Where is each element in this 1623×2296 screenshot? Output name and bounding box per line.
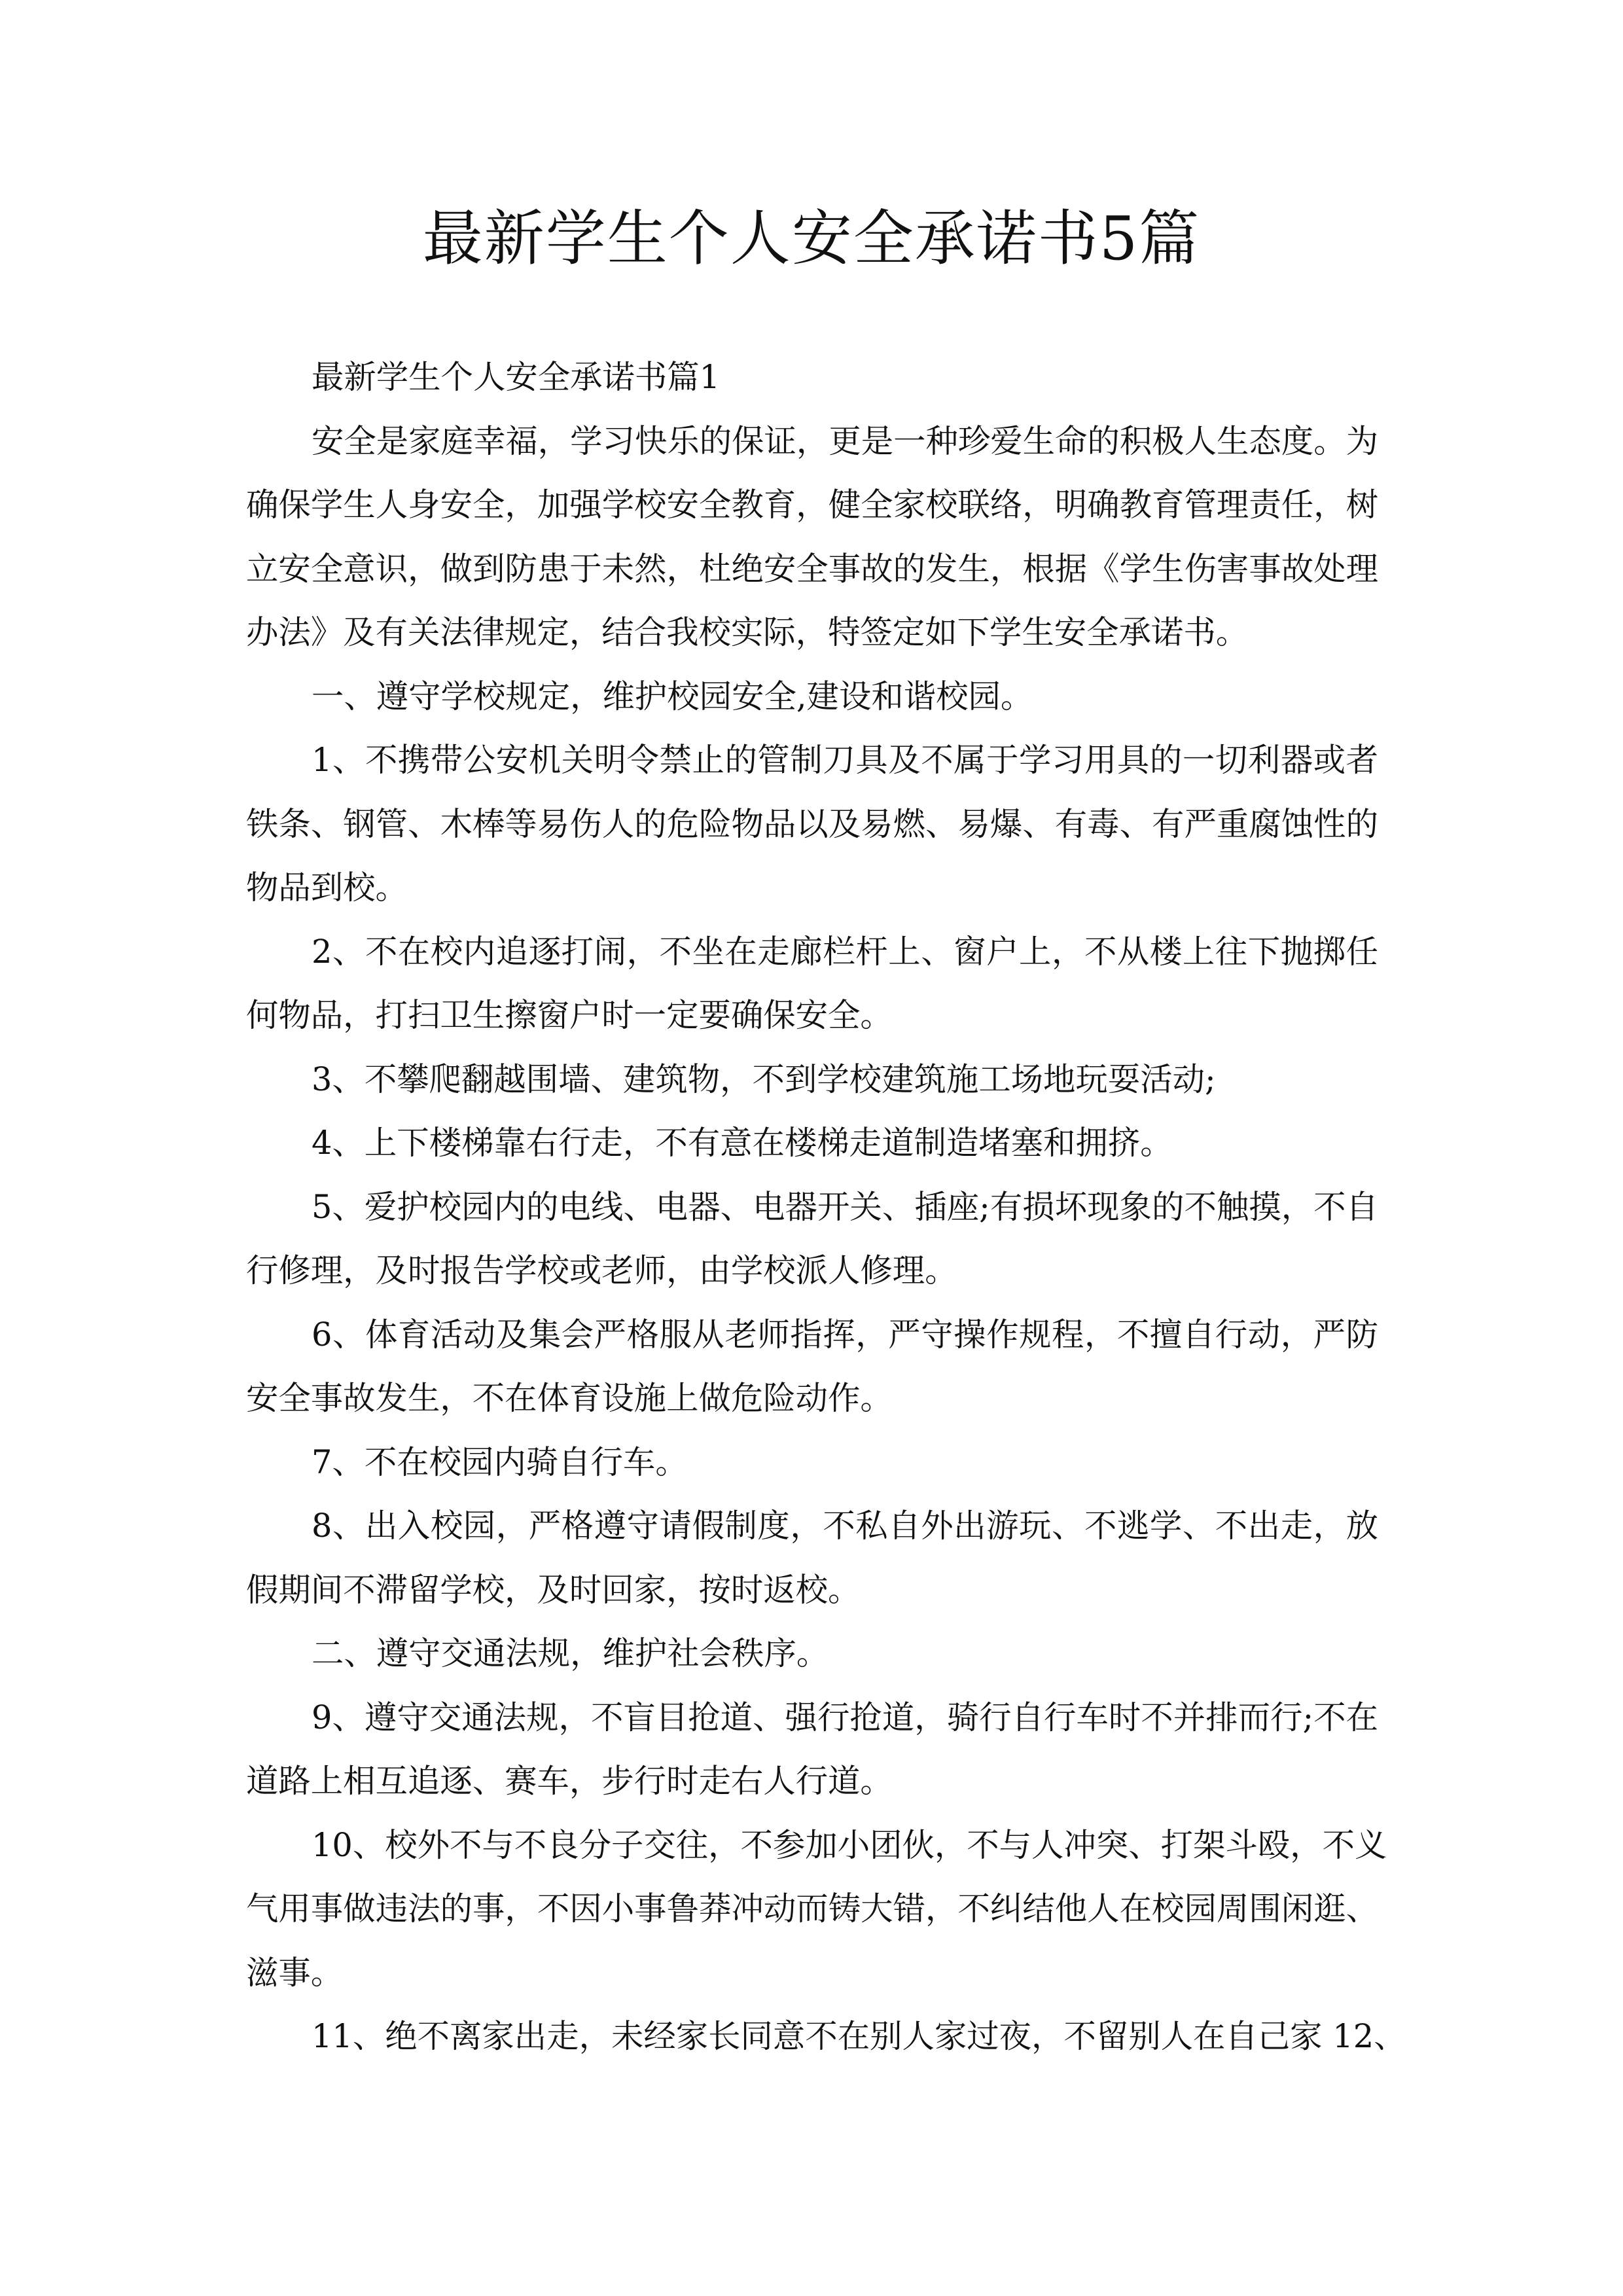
paragraph [246, 1814, 1387, 2005]
paragraph [246, 920, 1378, 1048]
text-line: 假期间不滞留学校，及时回家，按时返校。 [246, 1570, 861, 1609]
paragraph [246, 1303, 1378, 1431]
paragraph [246, 1431, 1378, 1495]
text-line: 最新学生个人安全承诺书篇1 [312, 358, 721, 396]
text-line: 5、爱护校园内的电线、电器、电器开关、插座;有损坏现象的不触摸，不自 [312, 1187, 1378, 1226]
paragraph [246, 410, 1378, 665]
text-line: 11、绝不离家出走，未经家长同意不在别人家过夜，不留别人在自己家 12、 [312, 2017, 1406, 2055]
text-line: 9、遵守交通法规，不盲目抢道、强行抢道，骑行自行车时不并排而行;不在 [312, 1698, 1378, 1736]
text-line: 二、遵守交通法规，维护社会秩序。 [312, 1634, 829, 1672]
text-line: 安全是家庭幸福，学习快乐的保证，更是一种珍爱生命的积极人生态度。为 [312, 422, 1378, 460]
text-line: 气用事做违法的事，不因小事鲁莽冲动而铸大错，不纠结他人在校园周围闲逛、 [246, 1890, 1378, 1928]
text-line: 2、不在校内追逐打闹，不坐在走廊栏杆上、窗户上，不从楼上往下抛掷任 [312, 932, 1378, 971]
paragraph [246, 1494, 1378, 1622]
text-line: 8、出入校园，严格遵守请假制度，不私自外出游玩、不逃学、不出走，放 [312, 1507, 1378, 1545]
text-line: 行修理，及时报告学校或老师，由学校派人修理。 [246, 1251, 957, 1289]
text-line: 1、不携带公安机关明令禁止的管制刀具及不属于学习用具的一切利器或者 [312, 741, 1378, 779]
text-line: 办法》及有关法律规定，结合我校实际，特签定如下学生安全承诺书。 [246, 613, 1249, 651]
text-line: 道路上相互追逐、赛车，步行时走右人行道。 [246, 1762, 893, 1800]
paragraph [246, 1622, 1378, 1686]
paragraph [246, 1048, 1378, 1112]
document-body [246, 346, 1406, 2069]
paragraph [246, 346, 1378, 410]
text-line: 铁条、钢管、木棒等易伤人的危险物品以及易燃、易爆、有毒、有严重腐蚀性的 [246, 804, 1378, 843]
paragraph [246, 728, 1378, 920]
text-line: 物品到校。 [246, 869, 408, 906]
document-title: 最新学生个人安全承诺书5篇 [422, 204, 1201, 274]
text-line: 一、遵守学校规定，维护校园安全,建设和谐校园。 [312, 677, 1033, 715]
paragraph [246, 1175, 1378, 1303]
text-line: 4、上下楼梯靠右行走，不有意在楼梯走道制造堵塞和拥挤。 [312, 1124, 1173, 1162]
text-line: 6、体育活动及集会严格服从老师指挥，严守操作规程，不擅自行动，严防 [312, 1315, 1378, 1354]
text-line: 7、不在校园内骑自行车。 [312, 1443, 688, 1481]
text-line: 何物品，打扫卫生擦窗户时一定要确保安全。 [246, 996, 893, 1034]
paragraph [246, 1111, 1378, 1175]
paragraph [246, 1686, 1378, 1814]
paragraph [246, 665, 1378, 729]
text-line: 滋事。 [246, 1953, 344, 1992]
text-line: 10、校外不与不良分子交往，不参加小团伙，不与人冲突、打架斗殴，不义 [312, 1825, 1387, 1864]
paragraph [246, 2005, 1406, 2069]
text-line: 3、不攀爬翻越围墙、建筑物，不到学校建筑施工场地玩耍活动; [312, 1060, 1216, 1098]
text-line: 安全事故发生，不在体育设施上做危险动作。 [246, 1379, 893, 1417]
text-line: 确保学生人身安全，加强学校安全教育，健全家校联络，明确教育管理责任，树 [246, 486, 1378, 524]
text-line: 立安全意识，做到防患于未然，杜绝安全事故的发生，根据《学生伤害事故处理 [246, 549, 1378, 588]
